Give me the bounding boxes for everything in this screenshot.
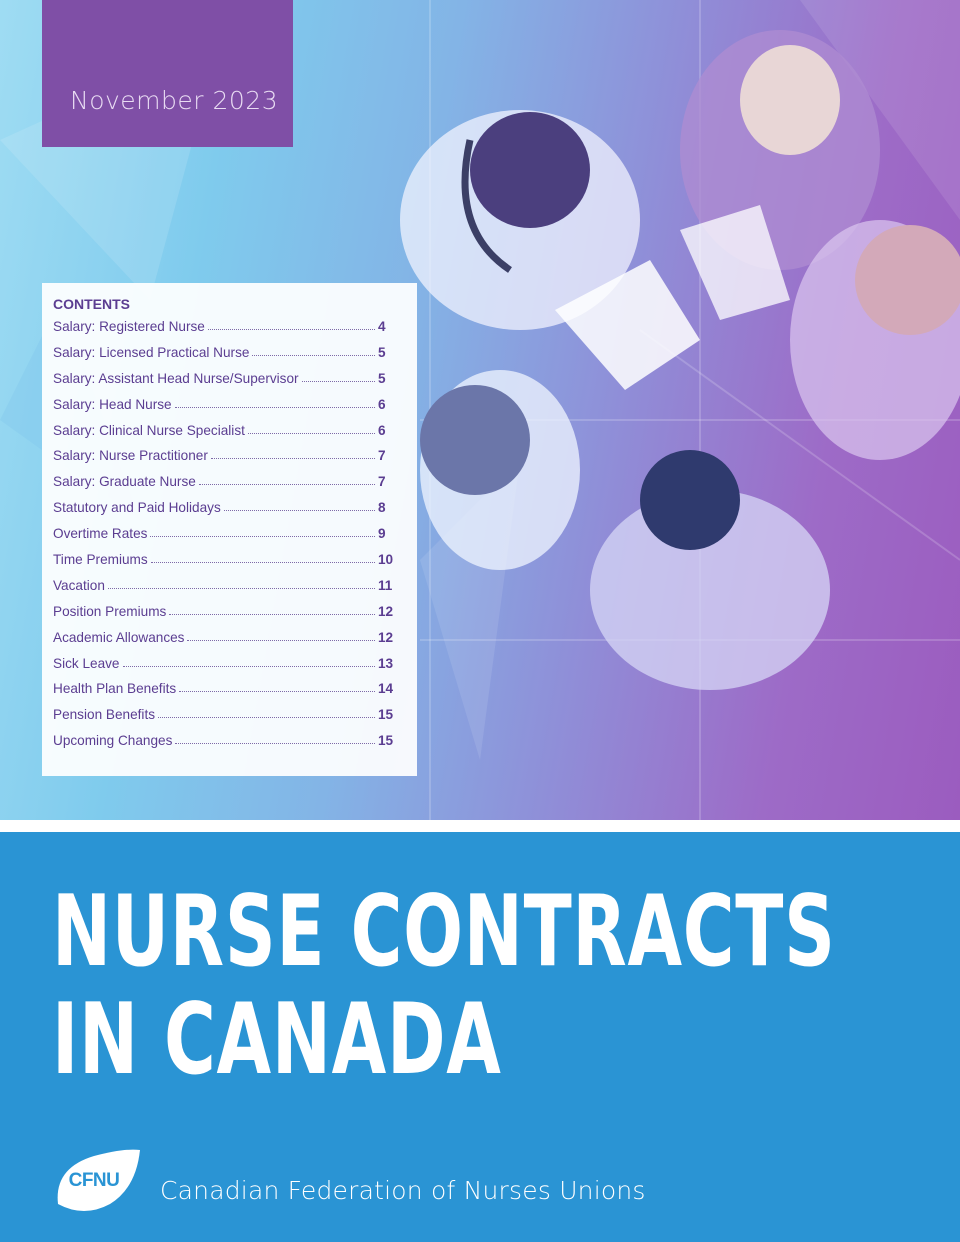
contents-item-label: Salary: Graduate Nurse xyxy=(53,474,196,490)
contents-item-page: 13 xyxy=(378,655,394,671)
contents-item-page: 12 xyxy=(378,603,394,619)
contents-item[interactable] xyxy=(53,578,394,604)
contents-item[interactable] xyxy=(53,630,394,656)
dot-leader xyxy=(108,587,375,589)
contents-panel xyxy=(42,283,417,776)
contents-item[interactable] xyxy=(53,397,394,423)
dot-leader xyxy=(248,432,375,434)
contents-item-page: 5 xyxy=(378,344,386,360)
dot-leader xyxy=(158,716,375,718)
title-line-1: NURSE CONTRACTS xyxy=(52,875,836,989)
organization-name: Canadian Federation of Nurses Unions xyxy=(160,1176,646,1205)
dot-leader xyxy=(175,406,375,408)
contents-item-label: Health Plan Benefits xyxy=(53,681,177,697)
contents-item-page: 6 xyxy=(378,422,386,438)
contents-item-label: Pension Benefits xyxy=(53,707,156,723)
dot-leader xyxy=(179,690,375,692)
cfnu-logo xyxy=(54,1148,142,1214)
contents-item[interactable] xyxy=(53,526,394,552)
contents-item-label: Vacation xyxy=(53,577,105,593)
dot-leader xyxy=(151,561,375,563)
contents-item-page: 5 xyxy=(378,370,386,386)
contents-item-label: Salary: Licensed Practical Nurse xyxy=(53,344,250,360)
contents-item-label: Sick Leave xyxy=(53,655,120,671)
contents-item-page: 6 xyxy=(378,396,386,412)
dot-leader xyxy=(169,613,375,615)
contents-item-page: 15 xyxy=(378,733,394,749)
dot-leader xyxy=(252,354,375,356)
dot-leader xyxy=(224,509,375,511)
contents-item-label: Position Premiums xyxy=(53,603,167,619)
contents-item-label: Salary: Head Nurse xyxy=(53,396,172,412)
dot-leader xyxy=(123,665,376,667)
contents-item-label: Academic Allowances xyxy=(53,629,185,645)
dot-leader xyxy=(175,742,375,744)
contents-item-label: Time Premiums xyxy=(53,552,148,568)
contents-item-page: 11 xyxy=(378,577,393,593)
contents-item[interactable] xyxy=(53,500,394,526)
contents-item[interactable] xyxy=(53,707,394,733)
title-line-2: IN CANADA xyxy=(52,983,502,1097)
document-title xyxy=(52,875,836,1097)
logo-text: CFNU xyxy=(68,1170,120,1191)
contents-item-label: Overtime Rates xyxy=(53,526,148,542)
contents-item-label: Upcoming Changes xyxy=(53,733,173,749)
contents-list xyxy=(53,319,394,759)
contents-item-page: 12 xyxy=(378,629,394,645)
date-banner xyxy=(42,0,293,147)
contents-item-label: Salary: Registered Nurse xyxy=(53,319,205,334)
contents-item[interactable] xyxy=(53,448,394,474)
contents-item[interactable] xyxy=(53,423,394,449)
dot-leader xyxy=(199,483,375,485)
contents-item-page: 8 xyxy=(378,500,386,516)
contents-item[interactable] xyxy=(53,319,394,345)
contents-item[interactable] xyxy=(53,733,394,759)
contents-item-page: 15 xyxy=(378,707,394,723)
contents-item-label: Salary: Clinical Nurse Specialist xyxy=(53,422,245,438)
contents-item-page: 7 xyxy=(378,448,386,464)
contents-item-page: 9 xyxy=(378,526,386,542)
contents-heading: CONTENTS xyxy=(53,296,130,312)
publication-date: November 2023 xyxy=(70,86,279,115)
dot-leader xyxy=(208,328,375,330)
contents-item-page: 10 xyxy=(378,552,394,568)
contents-item-page: 4 xyxy=(378,319,386,334)
contents-item[interactable] xyxy=(53,552,394,578)
dot-leader xyxy=(302,380,375,382)
contents-item-label: Salary: Nurse Practitioner xyxy=(53,448,208,464)
contents-item-label: Salary: Assistant Head Nurse/Supervisor xyxy=(53,370,299,386)
contents-item-label: Statutory and Paid Holidays xyxy=(53,500,221,516)
divider xyxy=(0,820,960,832)
contents-item[interactable] xyxy=(53,371,394,397)
contents-item-page: 7 xyxy=(378,474,386,490)
contents-item[interactable] xyxy=(53,474,394,500)
dot-leader xyxy=(211,457,375,459)
contents-item[interactable] xyxy=(53,681,394,707)
contents-item[interactable] xyxy=(53,656,394,682)
contents-item-page: 14 xyxy=(378,681,394,697)
contents-item[interactable] xyxy=(53,345,394,371)
contents-item[interactable] xyxy=(53,604,394,630)
dot-leader xyxy=(187,639,375,641)
dot-leader xyxy=(150,535,375,537)
